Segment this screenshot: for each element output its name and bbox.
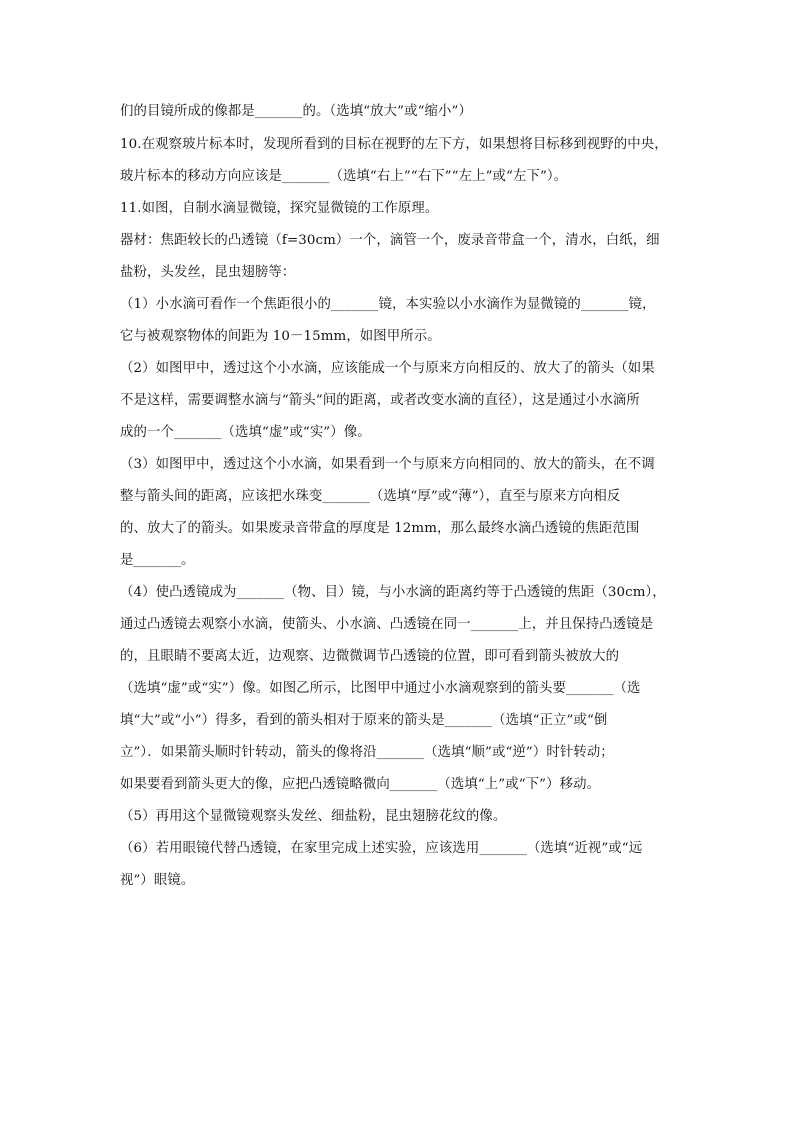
text-line: （选填“虚”或“实”）像。如图乙所示，比图甲中通过小水滴观察到的箭头要_______（选 <box>120 681 641 696</box>
text-line: （1）小水滴可看作一个焦距很小的_______镜，本实验以小水滴作为显微镜的_______镜， <box>120 297 656 312</box>
text-line: （4）使凸透镜成为_______（物、目）镜，与小水滴的距离约等于凸透镜的焦距（30cm）， <box>120 585 666 600</box>
text-line: 盐粉，头发丝，昆虫翅膀等： <box>120 265 296 280</box>
text-line: 玻片标本的移动方向应该是_______（选填“右上”“右下”“左上”或“左下”）。 <box>120 169 568 184</box>
text-line: 视”）眼镜。 <box>120 873 195 888</box>
text-line: 11.如图，自制水滴显微镜，探究显微镜的工作原理。 <box>120 201 439 216</box>
text-line: 成的一个_______（选填“虚”或“实”）像。 <box>120 425 371 440</box>
text-line: 是_______。 <box>120 553 195 568</box>
text-line: 的、放大了的箭头。如果废录音带盒的厚度是 12mm，那么最终水滴凸透镜的焦距范围 <box>120 521 640 536</box>
text-line: 它与被观察物体的间距为 10－15mm，如图甲所示。 <box>120 329 441 344</box>
text-line: 整与箭头间的距离，应该把水珠变_______（选填“厚”或“薄”），直至与原来方向相反 <box>120 489 621 504</box>
text-line: 10.在观察玻片标本时，发现所看到的目标在视野的左下方，如果想将目标移到视野的中央， <box>120 137 668 152</box>
text-line: 通过凸透镜去观察小水滴，使箭头、小水滴、凸透镜在同一_______上，并且保持凸透镜是 <box>120 617 654 632</box>
text-line: （3）如图甲中，透过这个小水滴，如果看到一个与原来方向相同的、放大的箭头，在不调 <box>120 457 655 472</box>
text-line: 们的目镜所成的像都是_______的。（选填“放大”或“缩小”） <box>120 104 472 119</box>
text-line: 如果要看到箭头更大的像，应把凸透镜略微向_______（选填“上”或“下”）移动。 <box>120 777 601 792</box>
text-line: 的，且眼睛不要离太近，边观察、边微微调节凸透镜的位置，即可看到箭头被放大的 <box>120 649 620 664</box>
text-line: 立”）．如果箭头顺时针转动，箭头的像将沿_______（选填“顺”或“逆”）时针转动； <box>120 745 614 760</box>
text-line: 器材：焦距较长的凸透镜（f=30cm）一个，滴管一个，废录音带盒一个，清水，白纸，细 <box>120 233 660 248</box>
text-line: （5）再用这个显微镜观察头发丝、细盐粉，昆虫翅膀花纹的像。 <box>120 809 507 824</box>
text-line: 填“大”或“小”）得多，看到的箭头相对于原来的箭头是_______（选填“正立”或“倒 <box>120 713 608 728</box>
text-line: （6）若用眼镜代替凸透镜，在家里完成上述实验，应该选用_______（选填“近视”或“远 <box>120 841 643 856</box>
text-line: 不是这样，需要调整水滴与“箭头”间的距离，或者改变水滴的直径），这是通过小水滴所 <box>120 393 640 408</box>
text-line: （2）如图甲中，透过这个小水滴，应该能成一个与原来方向相反的、放大了的箭头（如果 <box>120 361 655 376</box>
